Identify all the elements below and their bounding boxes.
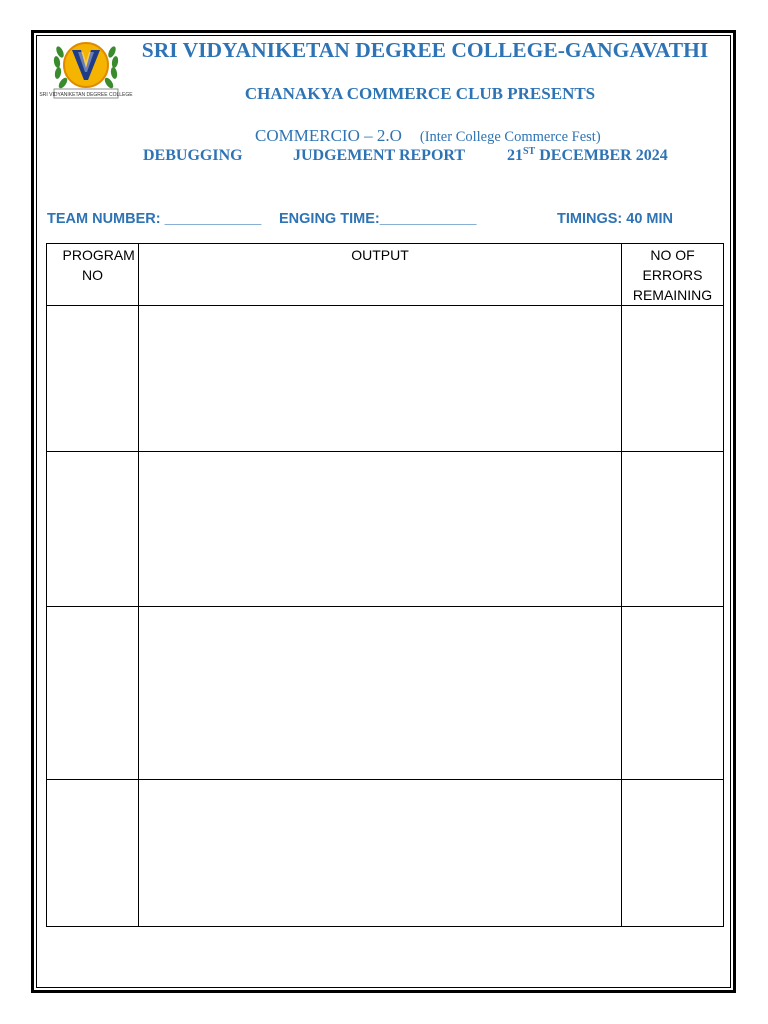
column-header-program-no: PROGRAM NO [47, 244, 139, 306]
output-cell[interactable] [139, 452, 622, 607]
date-suffix: ST [523, 146, 536, 157]
output-cell[interactable] [139, 780, 622, 927]
college-title: SRI VIDYANIKETAN DEGREE COLLEGE-GANGAVATHI [141, 38, 709, 62]
column-header-output: OUTPUT [139, 244, 622, 306]
date-day: 21 [507, 147, 523, 164]
program-no-cell[interactable] [47, 452, 139, 607]
program-no-cell[interactable] [47, 306, 139, 452]
errors-cell[interactable] [622, 306, 724, 452]
output-cell[interactable] [139, 607, 622, 780]
fest-subtitle: (Inter College Commerce Fest) [419, 129, 601, 145]
timings-label: TIMINGS: 40 MIN [557, 211, 674, 227]
college-crest-icon [39, 38, 133, 100]
table-row [47, 452, 724, 607]
team-number-field[interactable]: TEAM NUMBER: ____________ [47, 211, 262, 227]
errors-cell[interactable] [622, 607, 724, 780]
fest-name: COMMERCIO – 2.O [255, 126, 402, 145]
table-row [47, 306, 724, 452]
event-date [507, 147, 668, 165]
errors-cell[interactable] [622, 780, 724, 927]
date-rest: DECEMBER 2024 [535, 147, 668, 164]
errors-cell[interactable] [622, 452, 724, 607]
svg-text:SRI VIDYANIKETAN DEGREE COLLEG: SRI VIDYANIKETAN DEGREE COLLEGE [39, 92, 133, 98]
club-presents-heading: CHANAKYA COMMERCE CLUB PRESENTS [244, 84, 596, 103]
report-title: JUDGEMENT REPORT [293, 147, 466, 164]
ending-time-field[interactable]: ENGING TIME:____________ [279, 211, 477, 227]
output-cell[interactable] [139, 306, 622, 452]
table-row [47, 607, 724, 780]
table-header-row [47, 244, 724, 306]
event-name: DEBUGGING [143, 147, 243, 164]
fest-heading [255, 126, 601, 146]
judgement-table [46, 243, 724, 927]
table-row [47, 780, 724, 927]
program-no-cell[interactable] [47, 780, 139, 927]
program-no-cell[interactable] [47, 607, 139, 780]
column-header-errors-remaining: NO OF ERRORS REMAINING [622, 244, 724, 306]
